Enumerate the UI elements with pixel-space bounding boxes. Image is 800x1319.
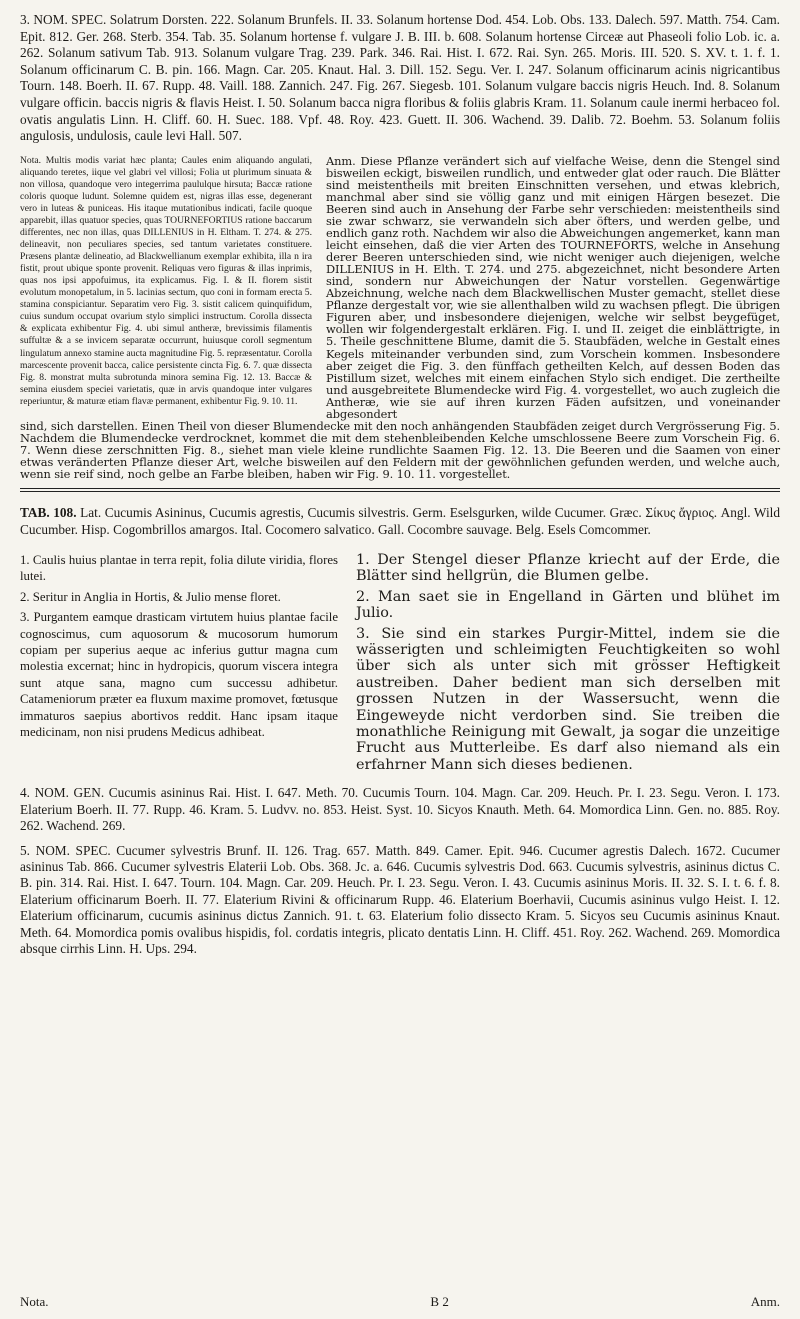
section-divider [20, 488, 780, 492]
latin-point-1: 1. Caulis huius plantae in terra repit, folia dilute viridia, flores lutei. [20, 553, 338, 584]
latin-point-3: 3. Purgantem eamque drasticam virtutem huius plantae facile cognoscimus, cum aquosorum & mucosorum humorum copiam per superius aeque ac inferius guttur magna cum molestia excernat; hinc in hydropicis, quorum viscera integra sunt atque sana, magno cum successu adhibetur. Catameniorum præter ea fluxum maxime promovet, fœtusque immaturos saepius abortivos reddit. Hanc ipsam itaque medicinam, non nisi prudens Medicus adhibeat. [20, 610, 338, 740]
nota-columns [20, 155, 780, 420]
latin-point-2: 2. Seritur in Anglia in Hortis, & Julio mense floret. [20, 589, 281, 604]
anmerkung-german-continued: sind, sich darstellen. Einen Theil von dieser Blumendecke mit den noch anhängenden Staubfäden zeiget durch Vergrösserung Fig. 5. Nachdem die Blumendecke verdrocknet, kommet die mit dem stehenbleibenden Kelche umschlossene Beere zum Vorschein Fig. 6. 7. Wenn diese zerschnitten Fig. 8., siehet man viele kleine rundlichte Saamen Fig. 12. 13. Die Beeren und die Saamen von einer etwas veränderten Pflanze dieser Art, welche bisweilen auf den Feldern mit der gewöhnlichen gefunden werden, und welche auch, wenn sie reif sind, noch gelbe an Farbe bleiben, haben wir Fig. 9. 10. 11. vorgestellet. [20, 418, 780, 481]
nota-latin: Nota. Multis modis variat hæc planta; Caules enim aliquando angulati, aliquando teretes, iique vel glabri vel villosi; Folia ut plurimum sinuata & non villosa, quandoque vero integerrima paululque hirsuta; Baccæ ratione coloris quoque ludunt. Solemne quidem est, nigras illas esse, degenerant vero in luteas & puniceas. His itaque mutationibus indicati, facile quoque apparebit, illas quatuor species, quas TOURNEFORTIUS ratione baccarum differentes, nec non illas, quas DILLENIUS in H. Eltham. T. 274. & 275. delineavit, non peculiares species, sed tantum varietates constituere. Præsens plantæ delineatio, ad Blackwellianum exemplar exhibita, illa n ira fistit, prout ubique sponte provenit. Reliquas vero figuras & illas inprimis, quas nos ipsi appofuimus, ita explicamus. Fig. I. & II. florem sistit evolutum monopetalum, in 5. lacinias sectum, quo coni in formam erecta 5. stamina conspiciantur. Separatim vero Fig. 3. sistit calicem quinquifidum, cuius sundum occupat ovarium stylo simplici instructum. Corolla dissecta & explicata exhibentur Fig. 4. ubi simul antheræ, brevissimis filamentis suffultæ & a se invicem separatæ occurrunt, huiusque coroll segmentum lingulatum annexo stamine aucta magnitudine Fig. 5. repræsentatur. Corolla marcescente provenit bacca, calice persistente cincta Fig. 6. 7. quæ dissecta Fig. 8. monstrat multa subrotunda minora semina Fig. 12. 13. Baccæ & semina eiusdem speciei varietatis, quæ in arvis quandoque inter vulgares reperiuntur, & maturæ etiam flavæ permanent, exhibentur Fig. 9. 10. 11. [20, 154, 312, 407]
anmerkung-german: Anm. Diese Pflanze verändert sich auf vielfache Weise, denn die Stengel sind bisweilen eckigt, bisweilen rundlich, und entweder glat oder rauch. Die Blätter sind meistentheils mit breiten Einschnitten versehen, und etwas klebrich, manchmal aber sind sie völlig ganz und mit einigen Härgen besezet. Die Beeren sind auch in Ansehung der Farbe sehr verschieden: meistentheils sind sie zwar schwarz, sie verwandeln sich aber öfters, und werden gelbe, und endlich ganz roth. Nachdem wir also die Abweichungen angemerket, kann man leicht einsehen, daß die vier Arten des TOURNEFORTS, welche in Ansehung derer Beeren unterschieden sind, wie nicht weniger auch diejenigen, welche DILLENIUS in H. Elth. T. 274. und 275. abgezeichnet, nicht besondere Arten sind, sondern nur Abweichungen der Natur vorstellen. Gegenwärtige Abzeichnung, welche nach dem Blackwellischen Muster gemacht, stellet diese Pflanze dergestalt vor, wie sie allenthalben wild zu wachsen pflegt. Die übrigen Figuren aber, und insbesondere diejenigen, welche wir selbst beygefüget, wollen wir folgendergestalt erklären. Fig. I. und II. zeiget die einblättrigte, in 5. Theile geschnittene Blume, damit die 5. Staubfäden, welche in Gestalt eines Kegels miteinander verbunden sind, zum Vorschein kommen. Insbesondere aber zeiget die Fig. 3. den fünffach getheilten Kelch, auf dessen Boden das Pistillum sizet, welches mit einem einfachen Stylo sich endiget. Die zertheilte und ausgebreitete Blumendecke wird Fig. 4. vorgestellet, wo auch zugleich die Antheræ, wie sie auf ihren kurzen Fäden aufsitzen, und voneinander abgesondert [326, 153, 780, 421]
section-number: 3. NOM. SPEC. [20, 12, 107, 27]
species-entry: 5. NOM. SPEC. Cucumer sylvestris Brunf. II. 126. Trag. 657. Matth. 849. Camer. Epit. 946. Cucumer agrestis Dalech. 1672. Cucumer asininus Tab. 866. Cucumer sylvestris Elaterii Lob. Obs. 368. Jc. a. 646. Cucumis sylvestris Dod. 663. Cucumis sylvestris, asininus dictus C. B. pin. 314. Rai. Hist. I. 647. Tourn. 104. Magn. Car. 209. Heuch. Pr. I. 23. Segu. Veron. I. 43. Cucumis asininus Moris. II. 32. S. I. t. 6. f. 8. Elaterium officinarum Boerh. II. 77. Elaterium Rivini & officinarum Rupp. 46. Elaterium Boerhavii, Cucumis asininus vulgo Heist. I. 12. Elaterium officinarum, cucumis asininus dictus Zannich. 91. t. 63. Elaterium folio dissecto Kram. 5. Sicyos seu Cucumis asininus Knaut. Meth. 64. Momordica pomis ovalibus hispidis, fol. cordatis integris, plicato dentatis Linn. H. Cliff. 451. Roy. 262. Wachend. 269. Momordica absque cirrhis Linn. H. Ups. 294. [20, 842, 780, 956]
german-point-3: 3. Sie sind ein starkes Purgir-Mittel, indem sie die wässerigten und schleimigten Feuchtigkeiten so wohl über sich als unter sich mit grösser Heftigkeit austreiben. Daher bedient man sich derselben mit grossen Nutzen in der Wassersucht, wenn die Eingeweyde nicht verdorben sind. Sie treiben die monathliche Reinigung mit Gewalt, ja sogar die unzeitige Frucht aus Mutterleibe. Es darf also niemand als ein erfahrner Mann sich dieses bedienen. [356, 625, 780, 773]
german-point-1: 1. Der Stengel dieser Pflanze kriecht auf der Erde, die Blätter sind hellgrün, die Blumen gelbe. [356, 552, 780, 585]
signature-mark: B 2 [430, 1294, 449, 1309]
german-point-2: 2. Man saet sie in Engelland in Gärten und blühet im Julio. [356, 588, 780, 622]
plate-names: Lat. Cucumis Asininus, Cucumis agrestis, Cucumis silvestris. Germ. Eselsgurken, wilde Cucumer. Græc. Σίκυς ἄγριος. Angl. Wild Cucumber. Hisp. Cogombrillos amargos. Ital. Cocomero salvatico. Gall. Cocombre sauvage. Belg. Esels Comcommer. [20, 505, 780, 538]
catchword-left: Nota. [20, 1294, 49, 1309]
page-footer [20, 1294, 780, 1310]
german-description [356, 552, 780, 777]
plate-heading [20, 504, 780, 538]
plate-label: TAB. 108. [20, 505, 77, 521]
species-synonyms [20, 12, 780, 145]
genus-entry: 4. NOM. GEN. Cucumis asininus Rai. Hist. I. 647. Meth. 70. Cucumis Tourn. 104. Magn. Car. 209. Heuch. Pr. I. 23. Segu. Veron. I. 173. Elaterium Boerh. II. 77. Rupp. 46. Kram. 5. Ludvv. no. 853. Heist. Syst. 10. Sicyos Knauth. Meth. 64. Momordica Linn. Gen. no. 885. Roy. 262. Wachend. 269. [20, 785, 780, 834]
catchword-right: Anm. [750, 1294, 780, 1309]
latin-description [20, 552, 338, 744]
synonym-list: Solatrum Dorsten. 222. Solanum Brunfels. II. 33. Solanum hortense Dod. 454. Lob. Obs. 133. Dalech. 597. Matth. 754. Cam. Epit. 812. Ger. 268. Sterb. 354. Tab. 35. Solanum hortense f. vulgare J. B. III. b. 608. Solanum hortense Circeæ aut Phaseoli folio Lob. ic. a. 262. Solanum sativum Tab. 913. Solanum vulgare Trag. 239. Park. 346. Rai. Hist. I. 672. Rai. Syn. 265. Moris. III. 520. S. XV. t. 1. f. 1. Solanum officinarum C. B. pin. 166. Magn. Car. 205. Knaut. Hal. 3. Dill. 152. Segu. Ver. I. 247. Solanum officinarum acinis nigricantibus Tourn. 148. Boerh. II. 67. Rupp. 48. Vaill. 188. Zannich. 247. Fig. 267. Siegesb. 101. Solanum vulgare baccis nigris Heuch. Ind. 8. Solanum vulgare officin. baccis nigris & flavis Heist. I. 50. Solanum bacca nigra floribus & foliis glabris Kram. 11. Solanum caule inermi herbaceo fol. ovatis angulatis Linn. H. Cliff. 60. H. Suec. 188. Vpf. 48. Roy. 423. Guett. II. 306. Wachend. 39. Dalib. 72. Boehm. 53. Solanum foliis angulosis, undulosis, caule levi Hall. 507. [20, 12, 780, 144]
description-columns [20, 552, 780, 777]
